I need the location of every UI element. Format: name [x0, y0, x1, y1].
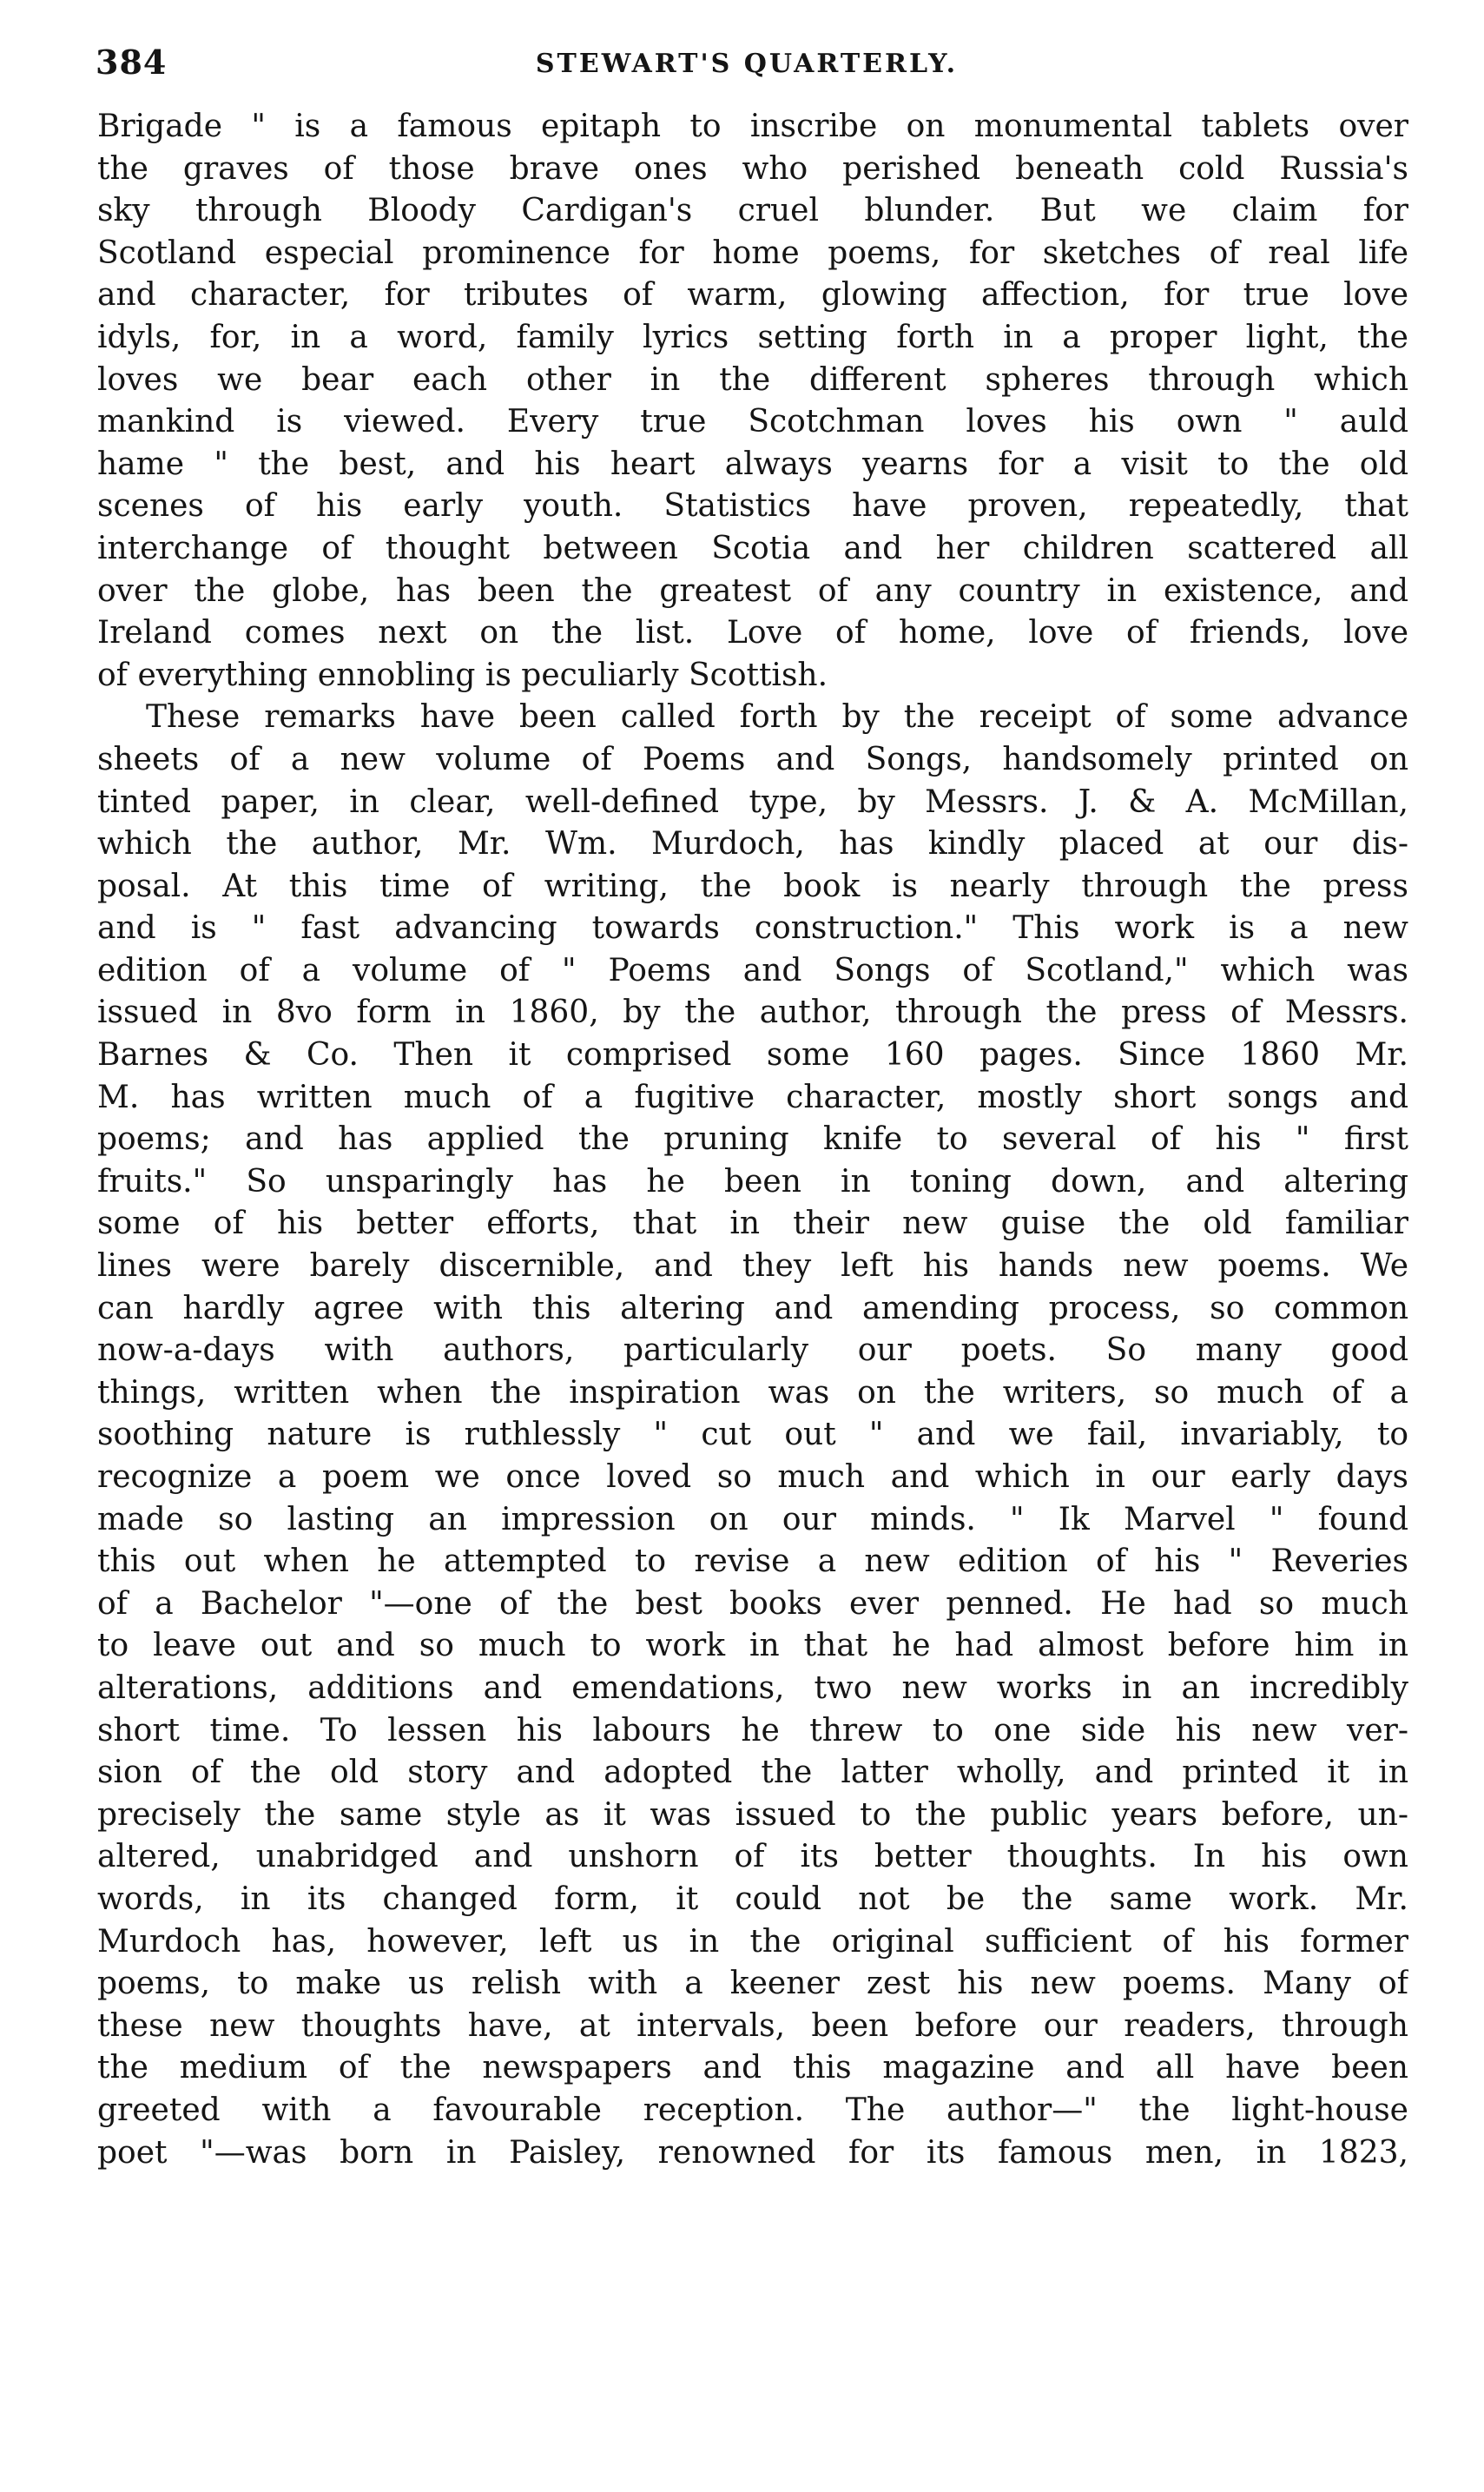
text-line: sky through Bloody Cardigan's cruel blunder. But we claim for: [97, 193, 1408, 229]
text-line: some of his better efforts, that in their new guise the old familiar: [97, 1206, 1408, 1242]
text-line: this out when he attempted to revise a new edition of his " Reveries: [97, 1543, 1408, 1580]
text-line: recognize a poem we once loved so much and which in our early days: [97, 1459, 1408, 1495]
text-line: loves we bear each other in the different spheres through which: [97, 361, 1408, 398]
text-line: short time. To lessen his labours he threw to one side his new ver-: [97, 1712, 1408, 1748]
text-line: issued in 8vo form in 1860, by the author, through the press of Messrs.: [97, 995, 1408, 1031]
page-number: 384: [96, 43, 168, 82]
text-line: Murdoch has, however, left us in the original sufficient of his former: [97, 1923, 1408, 1960]
text-line: altered, unabridged and unshorn of its better thoughts. In his own: [97, 1839, 1408, 1875]
paragraph-end-line: of everything ennobling is peculiarly Scottish.: [97, 657, 828, 693]
text-line: Scotland especial prominence for home poems, for sketches of real life: [97, 235, 1408, 271]
text-line: Brigade " is a famous epitaph to inscribe on monumental tablets over: [97, 109, 1408, 144]
text-line: made so lasting an impression on our minds. " Ik Marvel " found: [97, 1501, 1408, 1537]
text-line: can hardly agree with this altering and amending process, so common: [97, 1290, 1408, 1326]
text-line: sheets of a new volume of Poems and Songs, handsomely printed on: [97, 741, 1408, 777]
text-line: mankind is viewed. Every true Scotchman loves his own " auld: [97, 404, 1408, 440]
text-line: posal. At this time of writing, the book is nearly through the press: [97, 868, 1408, 904]
text-line: precisely the same style as it was issued to the public years before, un-: [97, 1796, 1408, 1833]
text-line: to leave out and so much to work in that he had almost before him in: [97, 1628, 1408, 1664]
text-line: Ireland comes next on the list. Love of home, love of friends, love: [97, 615, 1408, 651]
text-line: poet "—was born in Paisley, renowned for its famous men, in 1823,: [97, 2134, 1408, 2171]
text-line: words, in its changed form, it could not be the same work. Mr.: [97, 1881, 1408, 1917]
text-line: alterations, additions and emendations, two new works in an incredibly: [97, 1669, 1408, 1706]
running-head: [96, 36, 1398, 89]
text-line: greeted with a favourable reception. The author—" the light-house: [97, 2092, 1408, 2128]
text-line: and character, for tributes of warm, glowing affection, for true love: [97, 277, 1408, 314]
text-line: M. has written much of a fugitive character, mostly short songs and: [97, 1079, 1408, 1115]
text-line: sion of the old story and adopted the latter wholly, and printed it in: [97, 1755, 1408, 1791]
paragraph-start-line: These remarks have been called forth by the receipt of some advance: [146, 699, 1408, 736]
text-line: over the globe, has been the greatest of any country in existence, and: [97, 572, 1408, 609]
body-text: [97, 106, 1408, 2174]
text-line: which the author, Mr. Wm. Murdoch, has kindly placed at our dis-: [97, 826, 1408, 863]
text-line: and is " fast advancing towards construction." This work is a new: [97, 910, 1408, 947]
text-line: now-a-days with authors, particularly our poets. So many good: [97, 1332, 1408, 1369]
text-line: these new thoughts have, at intervals, been before our readers, through: [97, 2007, 1408, 2044]
text-line: the medium of the newspapers and this magazine and all have been: [97, 2050, 1408, 2086]
text-line: poems, to make us relish with a keener zest his new poems. Many of: [97, 1966, 1408, 2002]
text-line: scenes of his early youth. Statistics have proven, repeatedly, that: [97, 488, 1408, 525]
text-line: edition of a volume of " Poems and Songs of Scotland," which was: [97, 952, 1408, 988]
text-line: things, written when the inspiration was on the writers, so much of a: [97, 1374, 1408, 1411]
text-line: lines were barely discernible, and they left his hands new poems. We: [97, 1248, 1408, 1285]
text-line: fruits." So unsparingly has he been in toning down, and altering: [97, 1163, 1408, 1200]
text-line: hame " the best, and his heart always yearns for a visit to the old: [97, 446, 1408, 482]
journal-title: STEWART'S QUARTERLY.: [535, 49, 959, 79]
text-line: idyls, for, in a word, family lyrics setting forth in a proper light, the: [97, 319, 1408, 355]
text-line: interchange of thought between Scotia and her children scattered all: [97, 530, 1408, 566]
text-line: Barnes & Co. Then it comprised some 160 pages. Since 1860 Mr.: [97, 1037, 1408, 1074]
text-line: poems; and has applied the pruning knife to several of his " first: [97, 1121, 1408, 1158]
text-line: the graves of those brave ones who perished beneath cold Russia's: [97, 150, 1408, 187]
text-line: tinted paper, in clear, well-defined type, by Messrs. J. & A. McMillan,: [97, 783, 1408, 820]
text-line: of a Bachelor "—one of the best books ever penned. He had so much: [97, 1585, 1408, 1622]
text-line: soothing nature is ruthlessly " cut out " and we fail, invariably, to: [97, 1417, 1408, 1453]
